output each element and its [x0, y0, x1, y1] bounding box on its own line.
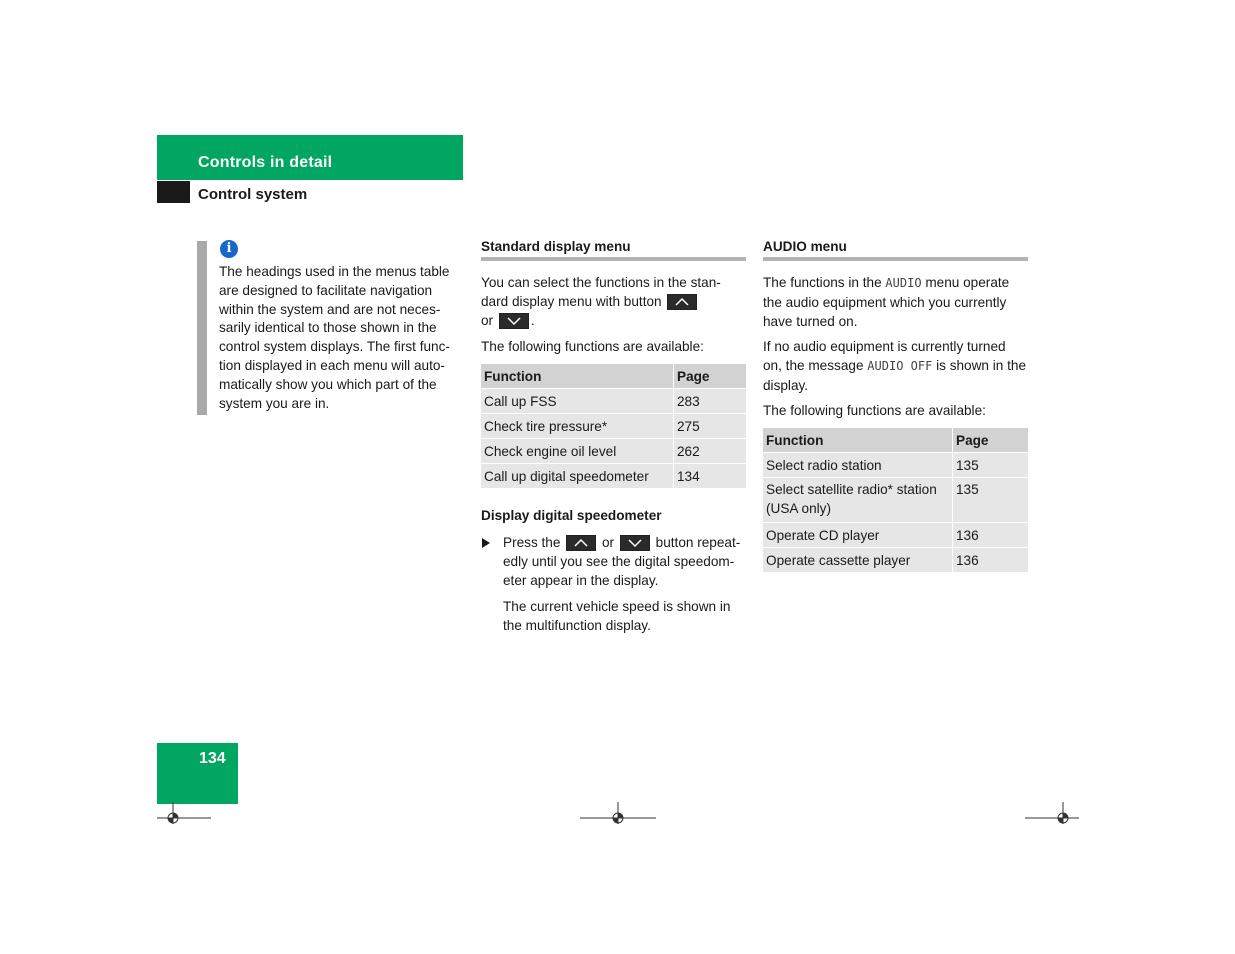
audio-available: The following functions are available:: [763, 403, 986, 418]
press-text: Press the: [503, 535, 561, 550]
standard-available: The following functions are available:: [481, 339, 704, 354]
intro-line: You can select the functions in the stan-: [481, 275, 721, 290]
audio-text: menu operate: [925, 275, 1010, 290]
intro-line: [481, 311, 751, 330]
result-line: The current vehicle speed is shown in: [503, 599, 731, 614]
section-marker: [157, 181, 190, 203]
note-line: control system displays. The first func-: [219, 339, 450, 355]
note-line: sarily identical to those shown in the: [219, 320, 437, 336]
table-row: [481, 389, 746, 414]
registration-mark-icon: [157, 802, 211, 824]
col-function-header: Function: [763, 428, 953, 453]
function-cell: [763, 478, 953, 523]
function-cell: Operate CD player: [763, 523, 953, 548]
col-page-header: Page: [674, 364, 746, 389]
table-row: [763, 453, 1028, 478]
standard-menu-table: [481, 364, 746, 489]
function-cell: Select radio station: [763, 453, 953, 478]
note-line: within the system and are not neces-: [219, 301, 441, 317]
page-cell: 275: [674, 414, 746, 439]
page-cell: 136: [953, 523, 1028, 548]
audio-intro-line: the audio equipment which you currently: [763, 295, 1007, 310]
result-line: the multifunction display.: [503, 618, 651, 633]
note-line: tion displayed in each menu will auto-: [219, 357, 445, 373]
speedometer-result: [503, 597, 753, 635]
registration-mark-icon: [580, 802, 656, 824]
intro-line: [481, 292, 751, 311]
down-button-icon: [620, 535, 650, 551]
table-row: [763, 548, 1028, 573]
audio-text: The functions in the: [763, 275, 882, 290]
table-row: [763, 523, 1028, 548]
table-row: [763, 478, 1028, 523]
display-code: AUDIO: [885, 276, 922, 290]
audio-intro: [763, 273, 1033, 331]
audio-text: on, the message: [763, 358, 864, 373]
info-note: [219, 263, 465, 413]
display-code: AUDIO OFF: [867, 359, 933, 373]
note-line: The headings used in the menus table: [219, 264, 450, 279]
table-row: [481, 439, 746, 464]
section-title: Control system: [198, 186, 308, 203]
up-button-icon: [667, 294, 697, 310]
function-line: Select satellite radio* station: [766, 482, 937, 497]
page-cell: 135: [953, 453, 1028, 478]
standard-menu-heading: Standard display menu: [481, 239, 631, 254]
page-cell: 283: [674, 389, 746, 414]
or-text: or: [601, 535, 615, 550]
col-page-header: Page: [953, 428, 1028, 453]
bullet-arrow-icon: [481, 536, 491, 554]
up-button-icon: [566, 535, 596, 551]
function-cell: Operate cassette player: [763, 548, 953, 573]
page-cell: 262: [674, 439, 746, 464]
note-line: system you are in.: [219, 395, 330, 411]
instruction-line: edly until you see the digital speedom-: [503, 554, 735, 569]
audio-off-line: If no audio equipment is currently turned: [763, 339, 1006, 354]
audio-menu-heading: AUDIO menu: [763, 239, 847, 254]
instruction-line: [503, 533, 753, 552]
down-button-icon: [499, 313, 529, 329]
audio-off-line: display.: [763, 378, 809, 393]
speedometer-instruction: [503, 533, 753, 590]
page-number: 134: [199, 750, 226, 767]
standard-menu-intro: [481, 273, 751, 330]
audio-menu-table: [763, 428, 1028, 573]
audio-off-line: [763, 356, 1033, 376]
instruction-text: button repeat-: [655, 535, 741, 550]
note-line: are designed to facilitate navigation: [219, 282, 433, 298]
audio-text: is shown in the: [936, 358, 1027, 373]
registration-mark-icon: [1025, 802, 1079, 824]
chapter-title: Controls in detail: [198, 154, 333, 171]
col-function-header: Function: [481, 364, 674, 389]
audio-intro-line: have turned on.: [763, 314, 858, 329]
function-cell: Check engine oil level: [481, 439, 674, 464]
function-line: (USA only): [766, 501, 831, 516]
intro-text: dard display menu with button: [481, 294, 662, 309]
table-header-row: [481, 364, 746, 389]
note-line: matically show you which part of the: [219, 376, 437, 392]
page-cell: 134: [674, 464, 746, 489]
note-sidebar: [197, 241, 207, 415]
page-cell: 135: [953, 478, 1028, 523]
table-row: [481, 414, 746, 439]
intro-end: .: [530, 313, 535, 328]
audio-off-paragraph: [763, 337, 1033, 395]
table-header-row: [763, 428, 1028, 453]
speedometer-heading: Display digital speedometer: [481, 508, 662, 523]
instruction-line: eter appear in the display.: [503, 573, 659, 588]
audio-intro-line: [763, 273, 1033, 293]
table-row: [481, 464, 746, 489]
standard-menu-rule: [481, 257, 746, 261]
page-cell: 136: [953, 548, 1028, 573]
audio-menu-rule: [763, 257, 1028, 261]
intro-or: or: [481, 313, 494, 328]
function-cell: Check tire pressure*: [481, 414, 674, 439]
function-cell: Call up FSS: [481, 389, 674, 414]
info-icon: i: [220, 240, 238, 258]
function-cell: Call up digital speedometer: [481, 464, 674, 489]
